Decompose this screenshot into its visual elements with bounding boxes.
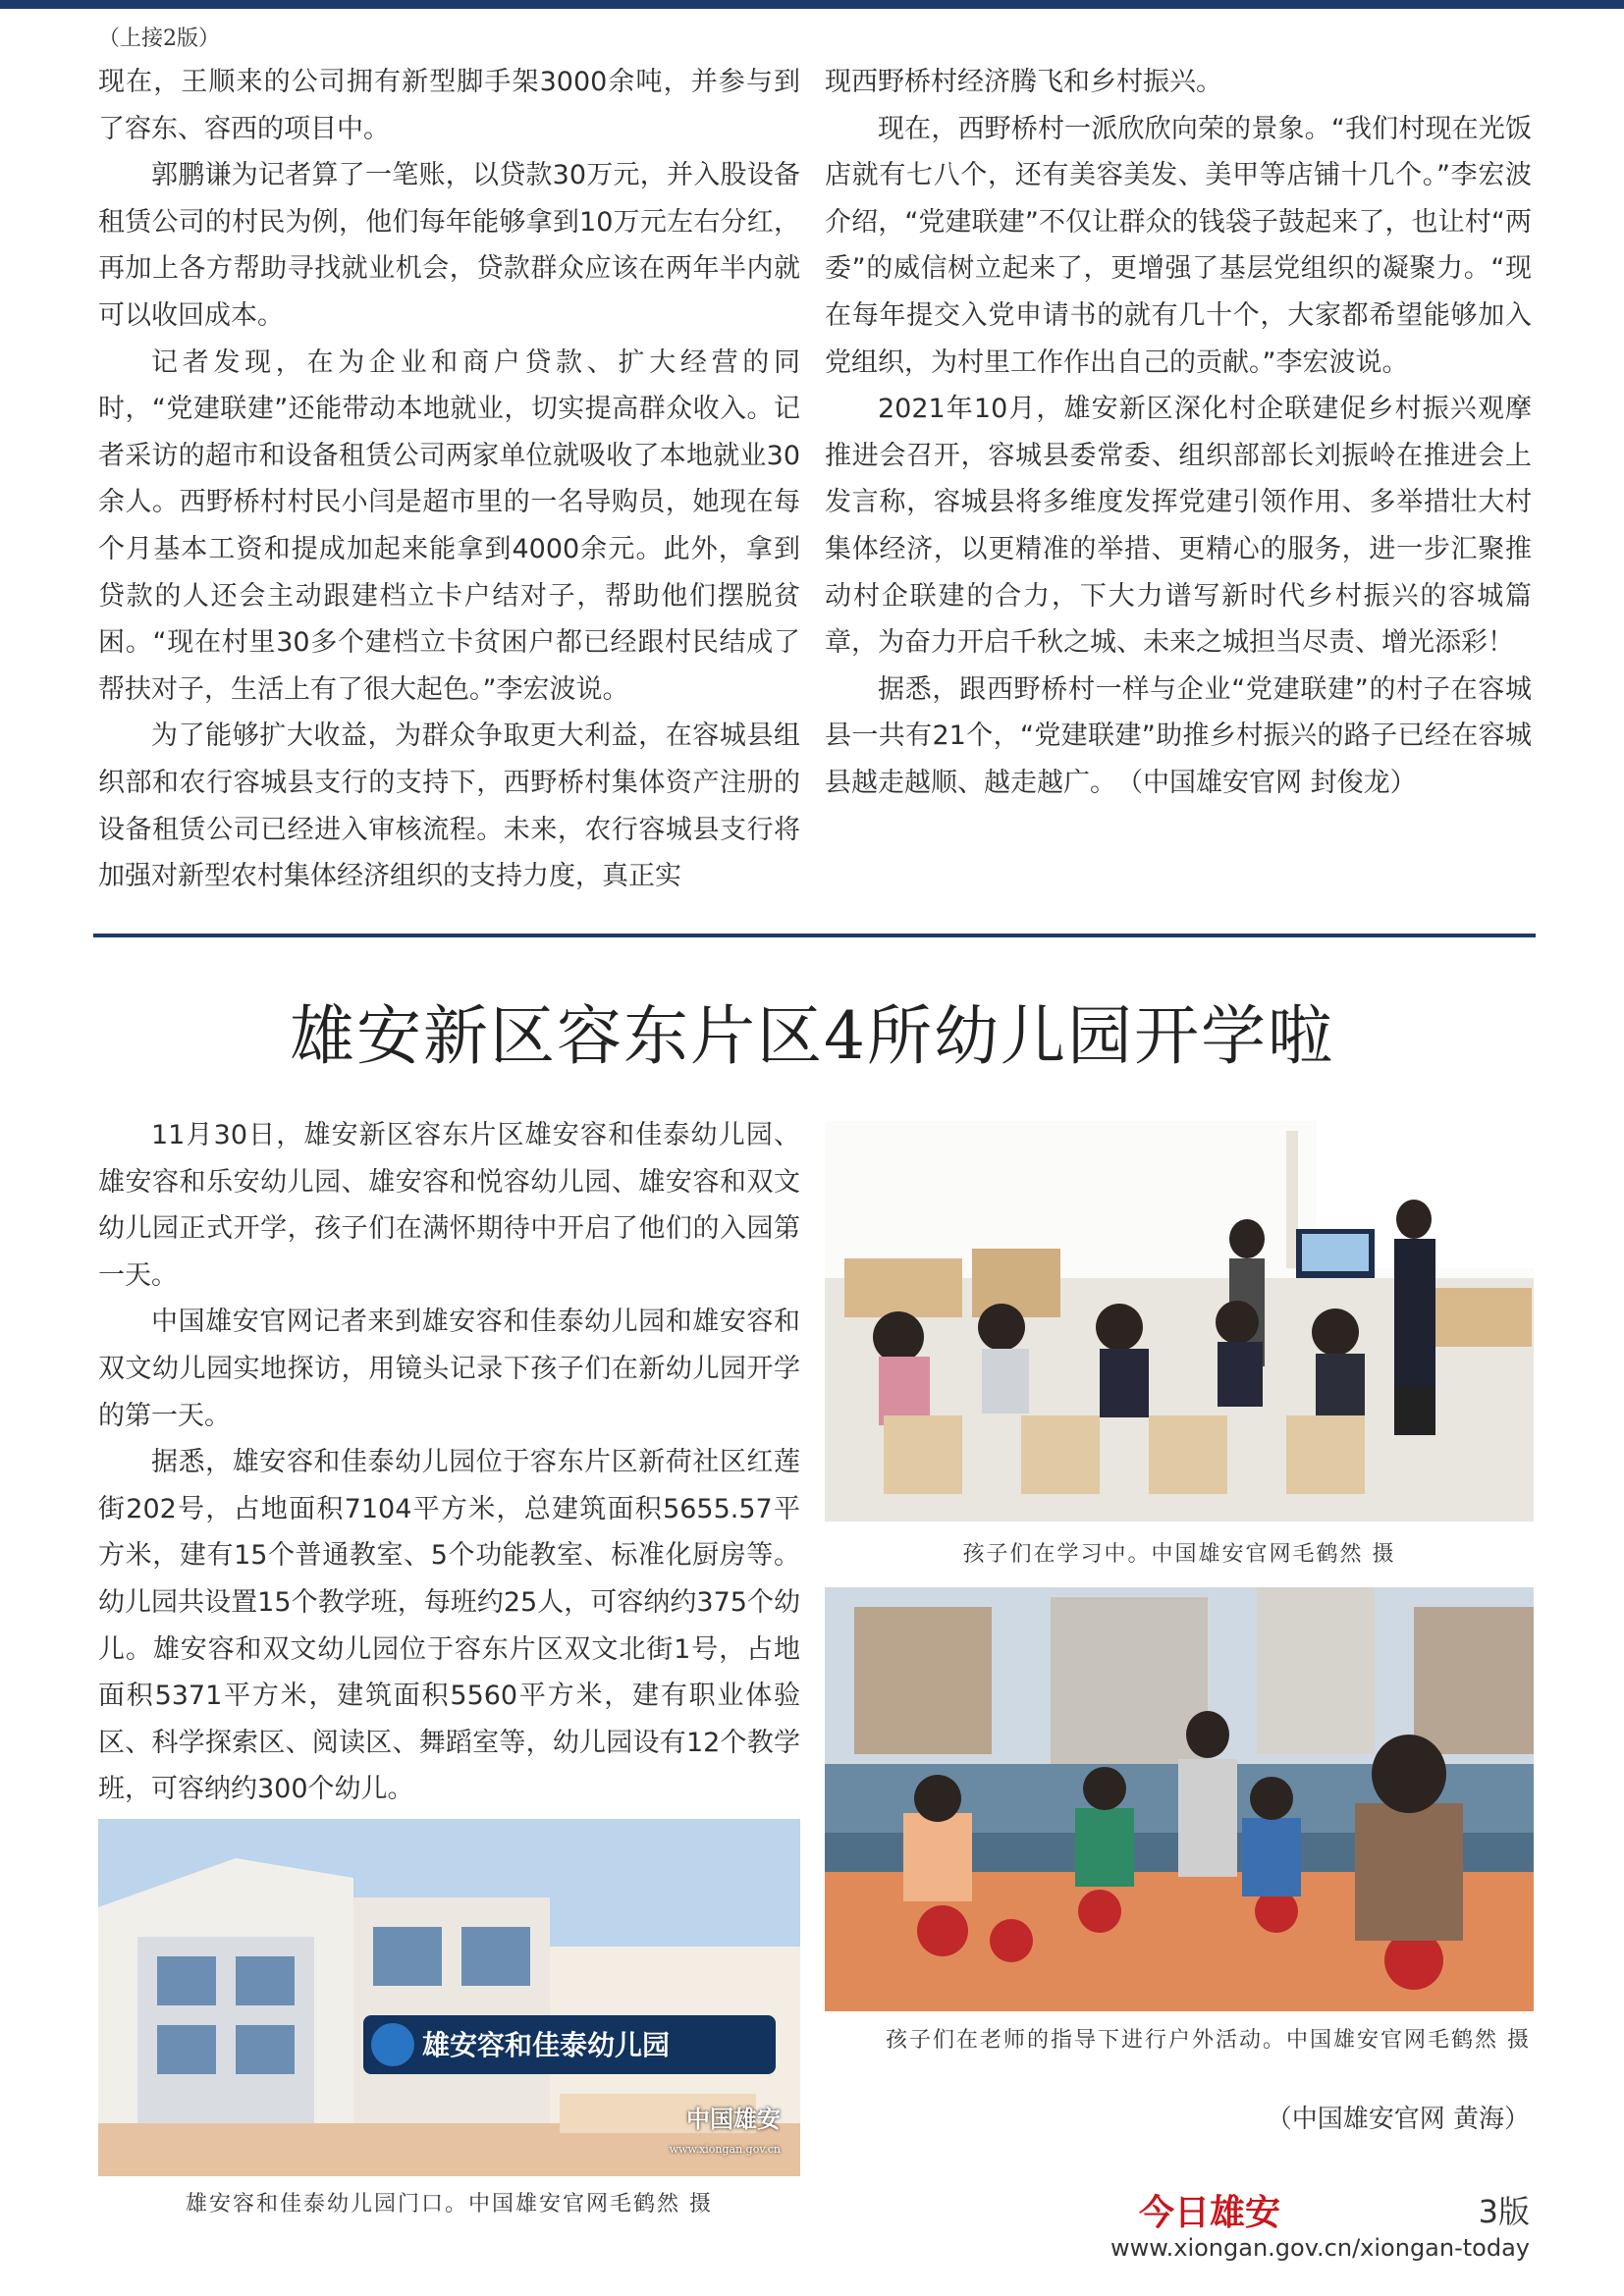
article-headline: 雄安新区容东片区4所幼儿园开学啦 [290,998,1334,1074]
photo-caption: 孩子们在老师的指导下进行户外活动。中国雄安官网毛鹤然 摄 [886,2028,1531,2053]
article1-column-right [825,59,1532,807]
paragraph: 现西野桥村经济腾飞和乡村振兴。 [825,67,1222,97]
watermark-url: www.xiongan.gov.cn [669,2143,781,2156]
article1-column-left [98,59,800,900]
kindergarten-gate-photo [98,1819,800,2176]
page-number: 3版 [1478,2193,1530,2230]
paragraph: 2021年10月，雄安新区深化村企联建促乡村振兴观摩推进会召开，容城县委常委、组织部部长刘振岭在推进会上发言称，容城县将多维度发挥党建引领作用、多举措壮大村集体经济，以更精准的举措、更精心的服务，进一步汇聚推动村企联建的合力，下大力谱写新时代乡村振兴的容城篇章，为奋力开启千秋之城、未来之城担当尽责、增光添彩！ [825,394,1532,659]
gate-sign: 雄安容和佳泰幼儿园 [422,2029,671,2061]
footer-url[interactable]: www.xiongan.gov.cn/xiongan-today [1110,2234,1530,2262]
paragraph: 11月30日，雄安新区容东片区雄安容和佳泰幼儿园、雄安容和乐安幼儿园、雄安容和悦容幼儿园、雄安容和双文幼儿园正式开学，孩子们在满怀期待中开启了他们的入园第一天。 [98,1120,800,1291]
paragraph: 记者发现，在为企业和商户贷款、扩大经营的同时，“党建联建”还能带动本地就业，切实提高群众收入。记者采访的超市和设备租赁公司两家单位就吸收了本地就业30余人。西野桥村村民小闫是超市里的一名导购员，她现在每个月基本工资和提成加起来能拿到4000余元。此外，拿到贷款的人还会主动跟建档立卡户结对子，帮助他们摆脱贫困。“现在村里30多个建档立卡贫困户都已经跟村民结成了帮扶对子，生活上有了很大起色。”李宏波说。 [98,347,800,705]
classroom-photo [825,1121,1534,1522]
author-credit: （中国雄安官网 黄海） [1266,2105,1530,2134]
continued-note: （上接2版） [98,27,220,51]
photo-caption: 雄安容和佳泰幼儿园门口。中国雄安官网毛鹤然 摄 [186,2192,713,2216]
outdoor-activity-photo [825,1587,1534,2011]
paragraph: 据悉，雄安容和佳泰幼儿园位于容东片区新荷社区红莲街202号，占地面积7104平方米，总建筑面积5655.57平方米，建有15个普通教室、5个功能教室、标准化厨房等。幼儿园共设置15个教学班，每班约25人，可容纳约375个幼儿。雄安容和双文幼儿园位于容东片区双文北街1号，占地面积5371平方米，建筑面积5560平方米，建有职业体验区、科学探索区、阅读区、舞蹈室等，幼儿园设有12个教学班，可容纳约300个幼儿。 [98,1447,800,1805]
brand-logo: 今日雄安 [1139,2192,1281,2233]
paragraph: 现在，王顺来的公司拥有新型脚手架3000余吨，并参与到了容东、容西的项目中。 [98,67,800,144]
paragraph: 现在，西野桥村一派欣欣向荣的景象。“我们村现在光饭店就有七八个，还有美容美发、美甲等店铺十几个。”李宏波介绍，“党建联建”不仅让群众的钱袋子鼓起来了，也让村“两委”的威信树立起来了，更增强了基层党组织的凝聚力。“现在每年提交入党申请书的就有几十个，大家都希望能够加入党组织，为村里工作作出自己的贡献。”李宏波说。 [825,113,1532,378]
paragraph: 中国雄安官网记者来到雄安容和佳泰幼儿园和雄安容和双文幼儿园实地探访，用镜头记录下孩子们在新幼儿园开学的第一天。 [98,1307,800,1431]
paragraph: 为了能够扩大收益，为群众争取更大利益，在容城县组织部和农行容城县支行的支持下，西野桥村集体资产注册的设备租赁公司已经进入审核流程。未来，农行容城县支行将加强对新型农村集体经济组织的支持力度，真正实 [98,721,800,892]
article2-body [98,1112,800,1813]
paragraph: 郭鹏谦为记者算了一笔账，以贷款30万元，并入股设备租赁公司的村民为例，他们每年能够拿到10万元左右分红，再加上各方帮助寻找就业机会，贷款群众应该在两年半内就可以收回成本。 [98,160,800,331]
paragraph: 据悉，跟西野桥村一样与企业“党建联建”的村子在容城县一共有21个，“党建联建”助推乡村振兴的路子已经在容城县越走越顺、越走越广。 （中国雄安官网 封俊龙） [825,673,1532,798]
watermark-logo: 中国雄安 [686,2105,781,2133]
section-divider [93,934,1536,937]
top-color-bar [0,0,1624,9]
photo-caption: 孩子们在学习中。中国雄安官网毛鹤然 摄 [962,1542,1396,1567]
